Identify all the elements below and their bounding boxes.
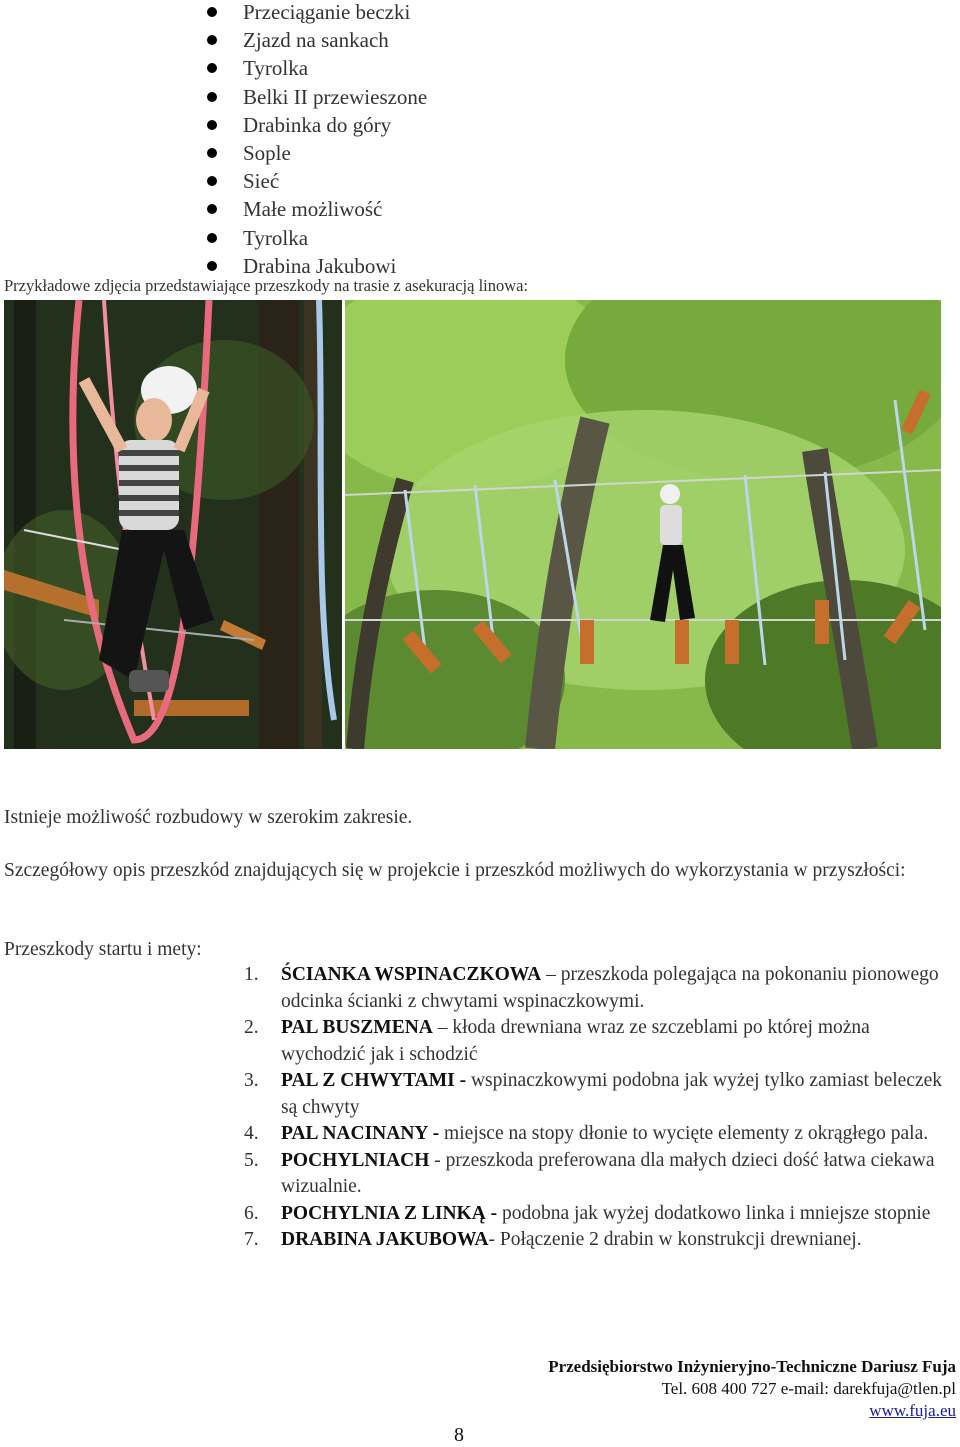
climber-closeup-photo bbox=[4, 300, 342, 749]
bullet-icon bbox=[207, 176, 217, 186]
list-item: Zjazd na sankach bbox=[0, 28, 427, 56]
bullet-icon bbox=[207, 261, 217, 271]
bullet-icon bbox=[207, 120, 217, 130]
expansion-paragraph: Istnieje możliwość rozbudowy w szerokim zakresie. bbox=[4, 807, 413, 828]
rope-course-illustration bbox=[345, 300, 941, 749]
website-link[interactable]: www.fuja.eu bbox=[869, 1401, 956, 1420]
photo-caption: Przykładowe zdjęcia przedstawiające przeszkody na trasie z asekuracją linowa: bbox=[4, 276, 529, 295]
list-item: 1. ŚCIANKA WSPINACZKOWA – przeszkoda polegająca na pokonaniu pionowego odcinka ścianki z chwytami wspinaczkowymi. bbox=[244, 964, 939, 1012]
bullet-icon bbox=[207, 148, 217, 158]
climber-closeup-illustration bbox=[4, 300, 342, 749]
list-item: 5. POCHYLNIACH - przeszkoda preferowana dla małych dzieci dość łatwa ciekawa wizualnie. bbox=[244, 1149, 935, 1197]
bullet-icon bbox=[207, 204, 217, 214]
bullet-icon bbox=[207, 92, 217, 102]
list-item: 6. POCHYLNIA Z LINKĄ - podobna jak wyżej dodatkowo linka i mniejsze stopnie bbox=[244, 1202, 931, 1224]
list-item: 4. PAL NACINANY - miejsce na stopy dłonie to wycięte elementy z okrągłego pala. bbox=[244, 1123, 929, 1144]
company-name: Przedsiębiorstwo Inżynieryjno-Techniczne Dariusz Fuja bbox=[548, 1357, 956, 1376]
list-item: 7. DRABINA JAKUBOWA- Połączenie 2 drabin w konstrukcji drewnianej. bbox=[244, 1229, 862, 1250]
list-item: Belki II przewieszone bbox=[0, 85, 427, 113]
list-item: Drabina Jakubowi bbox=[0, 254, 427, 282]
list-item: Tyrolka bbox=[0, 226, 427, 254]
list-item: Tyrolka bbox=[0, 56, 427, 84]
list-item: Drabinka do góry bbox=[0, 113, 427, 141]
list-item: Przeciąganie beczki bbox=[0, 0, 427, 28]
page-number: 8 bbox=[454, 1424, 464, 1446]
bullet-icon bbox=[207, 35, 217, 45]
start-finish-heading: Przeszkody startu i mety: bbox=[4, 939, 202, 960]
description-paragraph: Szczegółowy opis przeszkód znajdujących się w projekcie i przeszkód możliwych do wykorzystania w przyszłości: bbox=[4, 860, 906, 881]
start-finish-obstacles-list bbox=[244, 962, 959, 1254]
bullet-icon bbox=[207, 63, 217, 73]
rope-course-photo bbox=[345, 300, 941, 749]
page-footer bbox=[548, 1356, 956, 1422]
list-item: 2. PAL BUSZMENA – kłoda drewniana wraz ze szczeblami po której można wychodzić jak i schodzić bbox=[244, 1017, 870, 1065]
list-item: Sieć bbox=[0, 169, 427, 197]
list-item: Małe możliwość bbox=[0, 197, 427, 225]
list-item: Sople bbox=[0, 141, 427, 169]
bullet-icon bbox=[207, 7, 217, 17]
list-item: 3. PAL Z CHWYTAMI - wspinaczkowymi podobna jak wyżej tylko zamiast beleczek są chwyty bbox=[244, 1070, 943, 1118]
obstacle-list bbox=[0, 0, 427, 282]
bullet-icon bbox=[207, 233, 217, 243]
contact-line: Tel. 608 400 727 e-mail: darekfuja@tlen.pl bbox=[661, 1379, 956, 1398]
